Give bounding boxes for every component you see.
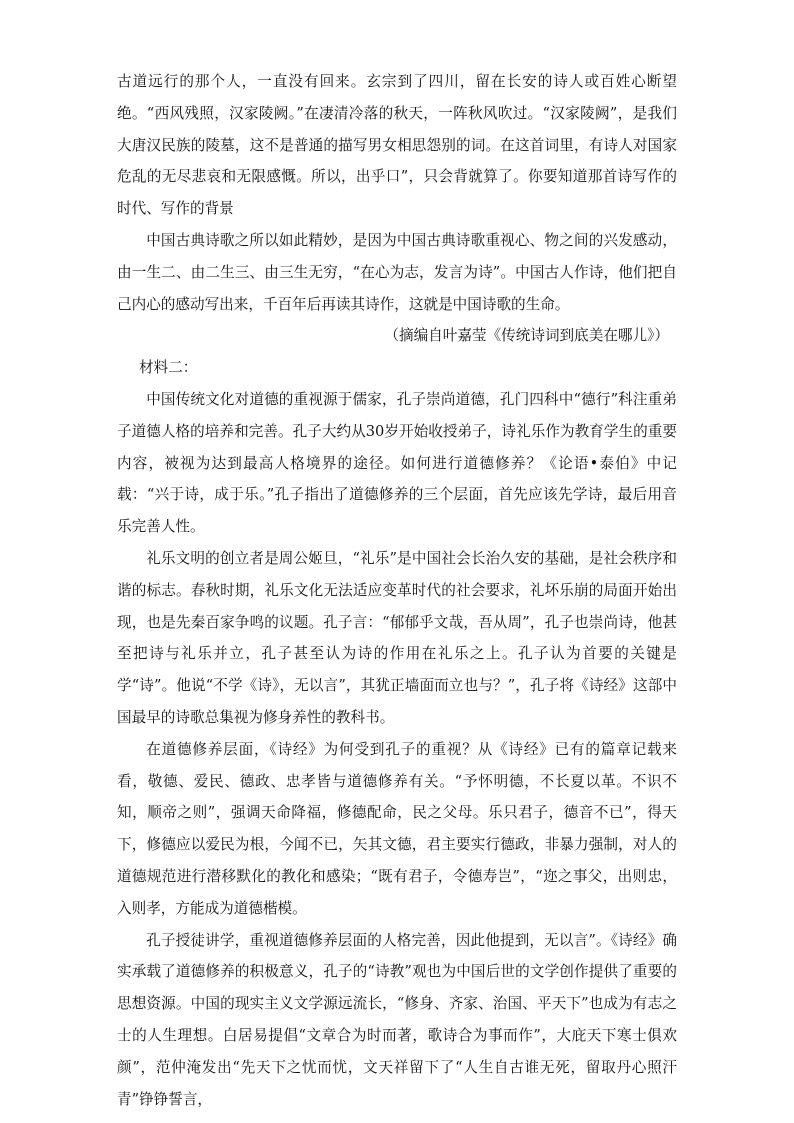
paragraph-continuation: 古道远行的那个人，一直没有回来。玄宗到了四川，留在长安的诗人或百姓心断望绝。“西风残照，汉家陵阙。”在凄清冷落的秋天，一阵秋风吹过。“汉家陵阙”，是我们大唐汉民族的陵墓，这不是普通的描写男女相思怨别的词。在这首词里，有诗人对国家危乱的无尽悲哀和无限感慨。所以，出乎口”，只会背就算了。你要知道那首诗写作的时代、写作的背景 xyxy=(117,73,677,218)
paragraph-rites-music: 礼乐文明的创立者是周公姬旦，“礼乐”是中国社会长治久安的基础，是社会秩序和谐的标志。春秋时期，礼乐文化无法适应变革时代的社会要求，礼坏乐崩的局面开始出现，也是先秦百家争鸣的议题。孔子言：“郁郁乎文哉，吾从周”，孔子也崇尚诗，他甚至把诗与礼乐并立，孔子甚至认为诗的作用在礼乐之上。孔子认为首要的关键是学“诗”。他说“不学《诗》，无以言”，其犹正墙面而立也与？”，孔子将《诗经》这部中国最早的诗歌总集视为修身养性的教科书。 xyxy=(117,549,677,726)
paragraph-moral-cultivation: 在道德修养层面，《诗经》为何受到孔子的重视？从《诗经》已有的篇章记载来看，敬德、爱民、德政、忠孝皆与道德修养有关。“予怀明德，不长夏以革。不识不知，顺帝之则”，强调天命降福，修德配命，民之父母。乐只君子，德音不已”，得天下，修德应以爱民为根，今闻不已，矢其文德，君主要实行德政，非暴力强制，对人的道德规范进行潜移默化的教化和感染；“既有君子，令德寿岂”，“迩之事父，出则忠，入则孝，方能成为道德楷模。 xyxy=(117,740,677,917)
paragraph-poetry-essence: 中国古典诗歌之所以如此精妙，是因为中国古典诗歌重视心、物之间的兴发感动，由一生二、由二生三、由三生无穷，“在心为志，发言为诗”。中国古人作诗，他们把自己内心的感动写出来，千百年后再读其诗作，这就是中国诗歌的生命。 xyxy=(117,231,677,313)
material-two-heading: 材料二： xyxy=(139,359,198,377)
document-page xyxy=(117,66,677,1115)
source-citation: （摘编自叶嘉莹《传统诗词到底美在哪儿》） xyxy=(384,327,669,345)
paragraph-confucian-morality: 中国传统文化对道德的重视源于儒家，孔子崇尚道德，孔门四科中“德行”科注重弟子道德人格的培养和完善。孔子大约从30岁开始收授弟子，诗礼乐作为教育学生的重要内容，被视为达到最高人格境界的途径。如何进行道德修养？《论语•泰伯》中记载：“兴于诗，成于乐。”孔子指出了道德修养的三个层面，首先应该先学诗，最后用音乐完善人性。 xyxy=(117,390,677,536)
paragraph-poetry-teaching: 孔子授徒讲学，重视道德修养层面的人格完善，因此他提到，无以言”。《诗经》确实承载了道德修养的积极意义，孔子的“诗教”观也为中国后世的文学创作提供了重要的思想资源。中国的现实主义文学源远流长，“修身、齐家、治国、平天下”也成为有志之士的人生理想。白居易提倡“文章合为时而著，歌诗合为事而作”，大庇天下寒士俱欢颜”，范仲淹发出“先天下之忧而忧，文天祥留下了“人生自古谁无死，留取丹心照汗青”铮铮誓言， xyxy=(117,931,677,1108)
